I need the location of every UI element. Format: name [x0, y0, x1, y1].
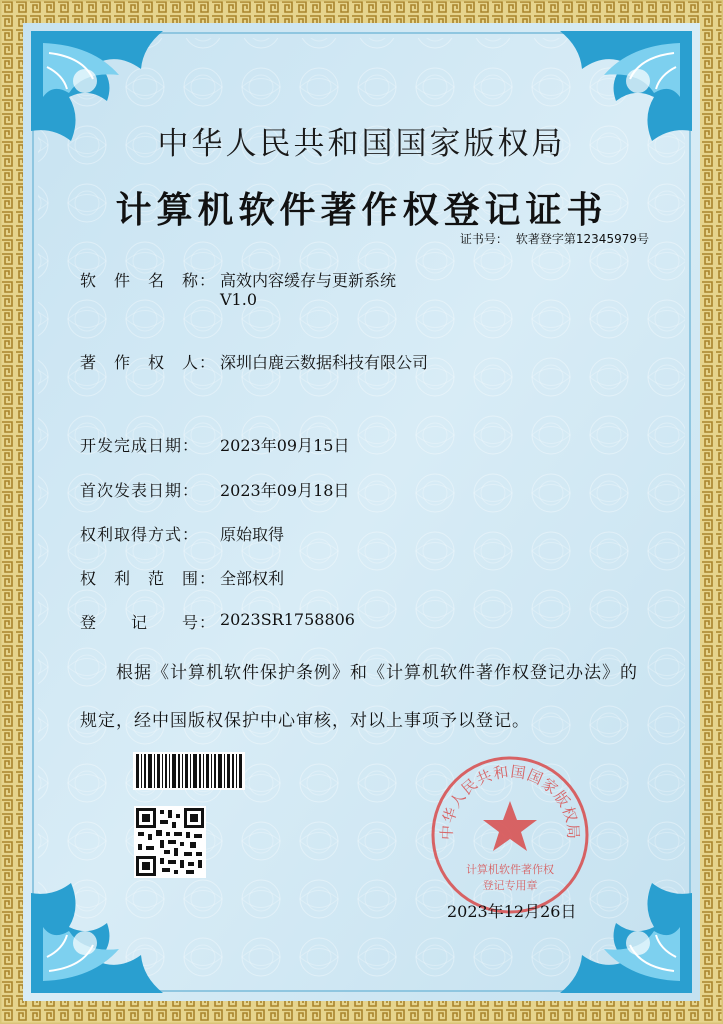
official-seal — [428, 753, 592, 917]
acquisition-method-value: 原始取得 — [220, 525, 285, 544]
completion-date-value: 2023年09月15日 — [220, 436, 350, 455]
issuing-authority: 中华人民共和国国家版权局 — [157, 126, 566, 162]
certificate-number-label: 证书号： — [459, 232, 508, 246]
issue-date: 2023年12月26日 — [447, 902, 577, 921]
registration-number-value: 2023SR1758806 — [220, 610, 355, 629]
first-publication-date-value: 2023年09月18日 — [220, 481, 350, 500]
certificate-number-value: 软著登字第12345979号 — [515, 232, 649, 246]
acquisition-method-label: 权利取得方式： — [80, 525, 200, 544]
seal-star-icon — [483, 801, 537, 851]
first-publication-date-label: 首次发表日期： — [80, 481, 200, 500]
qr-code — [134, 806, 206, 878]
software-name-label: 软 件 名 称： — [80, 271, 217, 290]
seal-arc-text: 中华人民共和国国家版权局 — [437, 762, 583, 841]
certificate-number — [452, 230, 649, 247]
registration-number-label: 登 记 号： — [80, 613, 217, 632]
software-name-value: 高效内容缓存与更新系统 — [220, 271, 397, 290]
certificate-title: 计算机软件著作权登记证书 — [115, 189, 608, 231]
barcode — [133, 752, 245, 790]
rights-scope-label: 权 利 范 围： — [80, 569, 217, 588]
rights-scope-value: 全部权利 — [220, 569, 285, 588]
completion-date-label: 开发完成日期： — [80, 436, 200, 455]
software-version: V1.0 — [220, 290, 257, 309]
copyright-owner-label: 著 作 权 人： — [80, 353, 217, 372]
copyright-owner-value: 深圳白鹿云数据科技有限公司 — [220, 353, 429, 372]
seal-text-line-2: 登记专用章 — [482, 879, 538, 892]
seal-text-line-1: 计算机软件著作权 — [466, 863, 554, 876]
statement-line-2: 规定，经中国版权保护中心审核，对以上事项予以登记。 — [80, 711, 530, 731]
statement-line-1: 根据《计算机软件保护条例》和《计算机软件著作权登记办法》的 — [116, 663, 638, 683]
